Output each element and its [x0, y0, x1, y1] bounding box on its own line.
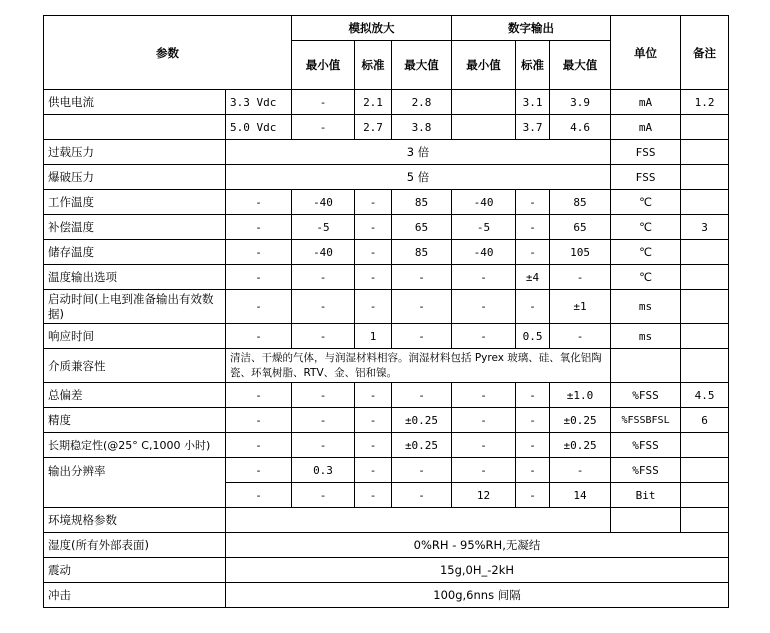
cell: -	[516, 240, 550, 265]
cell: -	[550, 324, 611, 349]
cell-unit: ℃	[611, 265, 681, 290]
table-row	[44, 165, 729, 190]
cell-unit: Bit	[611, 483, 681, 508]
table-row	[44, 408, 729, 433]
cell: 2.1	[355, 90, 392, 115]
cell: ±0.25	[550, 408, 611, 433]
header-analog: 模拟放大	[292, 16, 452, 41]
cell-unit: %FSS	[611, 433, 681, 458]
cell-merged: 5 倍	[226, 165, 611, 190]
cell: 12	[452, 483, 516, 508]
cell-note	[681, 240, 729, 265]
cell: -	[292, 90, 355, 115]
cell: -	[516, 383, 550, 408]
header-digital: 数字输出	[452, 16, 611, 41]
row-label: 介质兼容性	[44, 349, 226, 383]
cell-cond: 3.3 Vdc	[226, 90, 292, 115]
cell-unit: ℃	[611, 190, 681, 215]
cell: -	[355, 408, 392, 433]
cell: -	[452, 408, 516, 433]
table-row	[44, 583, 729, 608]
row-label: 工作温度	[44, 190, 226, 215]
cell: 65	[392, 215, 452, 240]
cell-note: 4.5	[681, 383, 729, 408]
cell: -	[516, 483, 550, 508]
cell: ±1.0	[550, 383, 611, 408]
cell	[452, 90, 516, 115]
cell: 14	[550, 483, 611, 508]
cell-unit: FSS	[611, 140, 681, 165]
cell: -	[292, 483, 355, 508]
cell-merged: 100g,6nns 间隔	[226, 583, 729, 608]
cell: 85	[392, 240, 452, 265]
cell: -	[226, 324, 292, 349]
row-label: 湿度(所有外部表面)	[44, 533, 226, 558]
row-label: 供电电流	[44, 90, 226, 115]
cell: ±0.25	[392, 433, 452, 458]
header-param: 参数	[44, 16, 292, 90]
table-row	[44, 349, 729, 383]
cell-unit: %FSS	[611, 383, 681, 408]
row-label: 响应时间	[44, 324, 226, 349]
cell: -40	[452, 190, 516, 215]
cell: -	[516, 458, 550, 483]
cell: -	[292, 265, 355, 290]
table-row	[44, 433, 729, 458]
cell: -	[292, 290, 355, 324]
cell-unit: ℃	[611, 215, 681, 240]
cell-note	[681, 324, 729, 349]
table-row	[44, 140, 729, 165]
table-row	[44, 383, 729, 408]
cell-note	[681, 290, 729, 324]
row-label: 启动时间(上电到准备输出有效数据)	[44, 290, 226, 324]
row-label: 温度输出选项	[44, 265, 226, 290]
cell: -	[452, 324, 516, 349]
cell-unit: mA	[611, 90, 681, 115]
cell: ±4	[516, 265, 550, 290]
cell: -	[226, 265, 292, 290]
section-label: 环境规格参数	[44, 508, 226, 533]
row-label: 总偏差	[44, 383, 226, 408]
cell: -	[226, 383, 292, 408]
table-row	[44, 265, 729, 290]
cell: -	[355, 383, 392, 408]
cell: 65	[550, 215, 611, 240]
cell: ±1	[550, 290, 611, 324]
cell-merged: 3 倍	[226, 140, 611, 165]
table-row	[44, 533, 729, 558]
table-row	[44, 240, 729, 265]
cell: -40	[292, 190, 355, 215]
row-label: 输出分辨率	[44, 458, 226, 508]
cell: -	[226, 483, 292, 508]
cell: -	[292, 115, 355, 140]
cell: -	[292, 383, 355, 408]
cell: -	[292, 433, 355, 458]
table-row	[44, 558, 729, 583]
cell-merged: 0%RH - 95%RH,无凝结	[226, 533, 729, 558]
cell: -	[226, 190, 292, 215]
cell: 2.8	[392, 90, 452, 115]
cell-unit: ms	[611, 324, 681, 349]
cell: -	[355, 265, 392, 290]
cell: -	[452, 458, 516, 483]
cell: -	[226, 240, 292, 265]
header-analog-max: 最大值	[392, 41, 452, 90]
cell: -	[516, 408, 550, 433]
cell: -	[355, 483, 392, 508]
cell-unit: %FSSBFSL	[611, 408, 681, 433]
cell: ±0.25	[550, 433, 611, 458]
cell: -	[226, 215, 292, 240]
cell: -	[292, 408, 355, 433]
cell: -	[392, 290, 452, 324]
row-label: 爆破压力	[44, 165, 226, 190]
cell: 85	[392, 190, 452, 215]
row-label: 储存温度	[44, 240, 226, 265]
cell: -	[550, 265, 611, 290]
table-row	[44, 290, 729, 324]
table-row	[44, 324, 729, 349]
cell-cond: 5.0 Vdc	[226, 115, 292, 140]
cell: -	[392, 458, 452, 483]
cell: -5	[452, 215, 516, 240]
cell: -	[355, 433, 392, 458]
cell: -	[452, 290, 516, 324]
cell	[452, 115, 516, 140]
cell-note	[681, 265, 729, 290]
spec-table	[43, 15, 729, 608]
header-row	[44, 16, 729, 41]
cell: -	[292, 324, 355, 349]
header-analog-min: 最小值	[292, 41, 355, 90]
cell: -	[516, 215, 550, 240]
header-digital-typ: 标准	[516, 41, 550, 90]
header-digital-max: 最大值	[550, 41, 611, 90]
table-row	[44, 508, 729, 533]
row-label: 冲击	[44, 583, 226, 608]
cell: -	[355, 215, 392, 240]
cell: 3.9	[550, 90, 611, 115]
cell: -	[355, 458, 392, 483]
cell: -	[452, 383, 516, 408]
cell-note: 1.2	[681, 90, 729, 115]
cell-merged: 15g,0H_-2kH	[226, 558, 729, 583]
cell: -	[516, 433, 550, 458]
cell: -	[355, 290, 392, 324]
cell: 3.8	[392, 115, 452, 140]
cell: 1	[355, 324, 392, 349]
cell: -40	[292, 240, 355, 265]
cell: 85	[550, 190, 611, 215]
cell-unit: ms	[611, 290, 681, 324]
table-row	[44, 90, 729, 115]
cell: -	[355, 190, 392, 215]
cell-merged: 清洁、干燥的气体，与润湿材料相容。润湿材料包括 Pyrex 玻璃、硅、氧化铝陶瓷、环氧树脂、RTV、金、铝和镍。	[226, 349, 611, 383]
cell: 0.5	[516, 324, 550, 349]
cell: -	[452, 265, 516, 290]
table-row	[44, 190, 729, 215]
cell: 3.1	[516, 90, 550, 115]
cell: -5	[292, 215, 355, 240]
cell-note	[681, 190, 729, 215]
table-row	[44, 215, 729, 240]
cell: -	[226, 408, 292, 433]
cell-note: 3	[681, 215, 729, 240]
row-label: 补偿温度	[44, 215, 226, 240]
cell: -	[355, 240, 392, 265]
cell-note	[681, 433, 729, 458]
cell-note	[681, 115, 729, 140]
cell: 4.6	[550, 115, 611, 140]
cell: -	[392, 265, 452, 290]
header-unit: 单位	[611, 16, 681, 90]
header-remark: 备注	[681, 16, 729, 90]
cell-unit: %FSS	[611, 458, 681, 483]
cell: -40	[452, 240, 516, 265]
cell: -	[392, 383, 452, 408]
cell: 105	[550, 240, 611, 265]
cell: ±0.25	[392, 408, 452, 433]
cell-note	[681, 483, 729, 508]
row-label: 精度	[44, 408, 226, 433]
cell: -	[452, 433, 516, 458]
cell: -	[392, 483, 452, 508]
cell: -	[226, 458, 292, 483]
cell-unit: ℃	[611, 240, 681, 265]
row-label: 长期稳定性(@25° C,1000 小时)	[44, 433, 226, 458]
table-row	[44, 458, 729, 483]
table-row	[44, 115, 729, 140]
cell: -	[226, 290, 292, 324]
cell: -	[516, 290, 550, 324]
cell: -	[226, 433, 292, 458]
cell: -	[550, 458, 611, 483]
header-digital-min: 最小值	[452, 41, 516, 90]
cell: 2.7	[355, 115, 392, 140]
cell: 0.3	[292, 458, 355, 483]
cell-unit: FSS	[611, 165, 681, 190]
row-label: 震动	[44, 558, 226, 583]
cell: -	[516, 190, 550, 215]
cell: 3.7	[516, 115, 550, 140]
cell-note: 6	[681, 408, 729, 433]
cell: -	[392, 324, 452, 349]
cell-note	[681, 458, 729, 483]
row-label: 过载压力	[44, 140, 226, 165]
header-analog-typ: 标准	[355, 41, 392, 90]
cell-unit: mA	[611, 115, 681, 140]
